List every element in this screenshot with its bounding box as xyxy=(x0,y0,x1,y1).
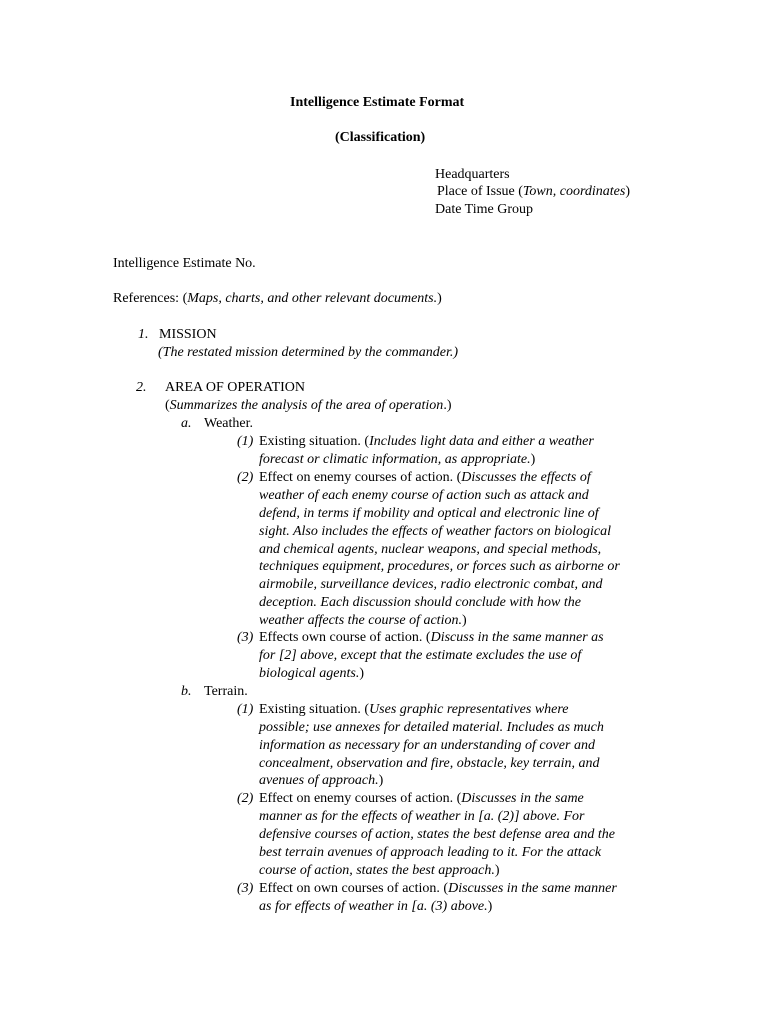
weather-item-2-text-line: defend, in terms if mobility and optical and electronic line of xyxy=(259,506,599,521)
section-2-number: 2. xyxy=(136,380,147,395)
weather-item-2-text-line: weather of each enemy course of action such as attack and xyxy=(259,488,589,503)
date-time-group-line: Date Time Group xyxy=(435,202,533,217)
section-2-heading: AREA OF OPERATION xyxy=(165,380,306,395)
weather-item-1-text-line: forecast or climatic information, as appropriate.) xyxy=(259,452,536,467)
section-1-heading: MISSION xyxy=(159,327,217,342)
weather-item-2-text-line: airmobile, surveillance devices, radio electronic combat, and xyxy=(259,577,603,592)
document-title: Intelligence Estimate Format xyxy=(290,95,465,110)
terrain-item-2-text: Effect on enemy courses of action. (Discusses in the same xyxy=(259,791,584,806)
weather-item-1-number: (1) xyxy=(237,434,254,449)
terrain-item-1-number: (1) xyxy=(237,702,254,717)
terrain-item-3-text-line: as for effects of weather in [a. (3) above.) xyxy=(259,899,493,914)
classification-label: (Classification) xyxy=(335,130,426,145)
section-1-number: 1. xyxy=(138,327,149,342)
terrain-item-1-text-line: concealment, observation and fire, obstacle, key terrain, and xyxy=(259,756,600,771)
weather-item-1-text: Existing situation. (Includes light data and either a weather xyxy=(259,434,594,449)
terrain-item-2-number: (2) xyxy=(237,791,254,806)
weather-item-2-text-line: deception. Each discussion should conclude with how the xyxy=(259,595,581,610)
terrain-item-3-number: (3) xyxy=(237,881,254,896)
weather-item-2-text-line: techniques equipment, procedures, or forces such as airborne or xyxy=(259,559,620,574)
subsection-a-label: Weather. xyxy=(204,416,254,431)
estimate-number-line: Intelligence Estimate No. xyxy=(113,256,256,271)
weather-item-3-number: (3) xyxy=(237,630,254,645)
references-line: References: (Maps, charts, and other relevant documents.) xyxy=(113,291,442,306)
subsection-b-letter: b. xyxy=(181,684,192,699)
terrain-item-2-text-line: course of action, states the best approach.) xyxy=(259,863,500,878)
weather-item-2-number: (2) xyxy=(237,470,254,485)
terrain-item-1-text: Existing situation. (Uses graphic representatives where xyxy=(259,702,569,717)
terrain-item-3-text: Effect on own courses of action. (Discusses in the same manner xyxy=(259,881,617,896)
weather-item-3-text: Effects own course of action. (Discuss in the same manner as xyxy=(259,630,604,645)
terrain-item-2-text-line: best terrain avenues of approach leading to it. For the attack xyxy=(259,845,602,860)
weather-item-3-text-line: biological agents.) xyxy=(259,666,364,681)
terrain-item-2-text-line: defensive courses of action, states the best defense area and the xyxy=(259,827,616,842)
place-of-issue-line: Place of Issue (Town, coordinates) xyxy=(437,184,631,199)
subsection-a-letter: a. xyxy=(181,416,192,431)
weather-item-2-text-line: and chemical agents, nuclear weapons, and special methods, xyxy=(259,542,602,557)
terrain-item-1-text-line: possible; use annexes for detailed material. Includes as much xyxy=(259,720,604,735)
weather-item-2-text-line: sight. Also includes the effects of weather factors on biological xyxy=(259,524,612,539)
terrain-item-1-text-line: information as necessary for an understanding of cover and xyxy=(259,738,595,753)
weather-item-2-text: Effect on enemy courses of action. (Discusses the effects of xyxy=(259,470,591,485)
headquarters-line: Headquarters xyxy=(435,167,510,182)
weather-item-3-text-line: for [2] above, except that the estimate excludes the use of xyxy=(259,648,582,663)
weather-item-2-text-line: weather affects the course of action.) xyxy=(259,613,467,628)
section-2-description: (Summarizes the analysis of the area of operation.) xyxy=(165,398,452,413)
subsection-b-label: Terrain. xyxy=(204,684,248,699)
terrain-item-1-text-line: avenues of approach.) xyxy=(259,773,384,788)
terrain-item-2-text-line: manner as for the effects of weather in [a. (2)] above. For xyxy=(259,809,585,824)
section-1-description: (The restated mission determined by the commander.) xyxy=(158,345,459,360)
